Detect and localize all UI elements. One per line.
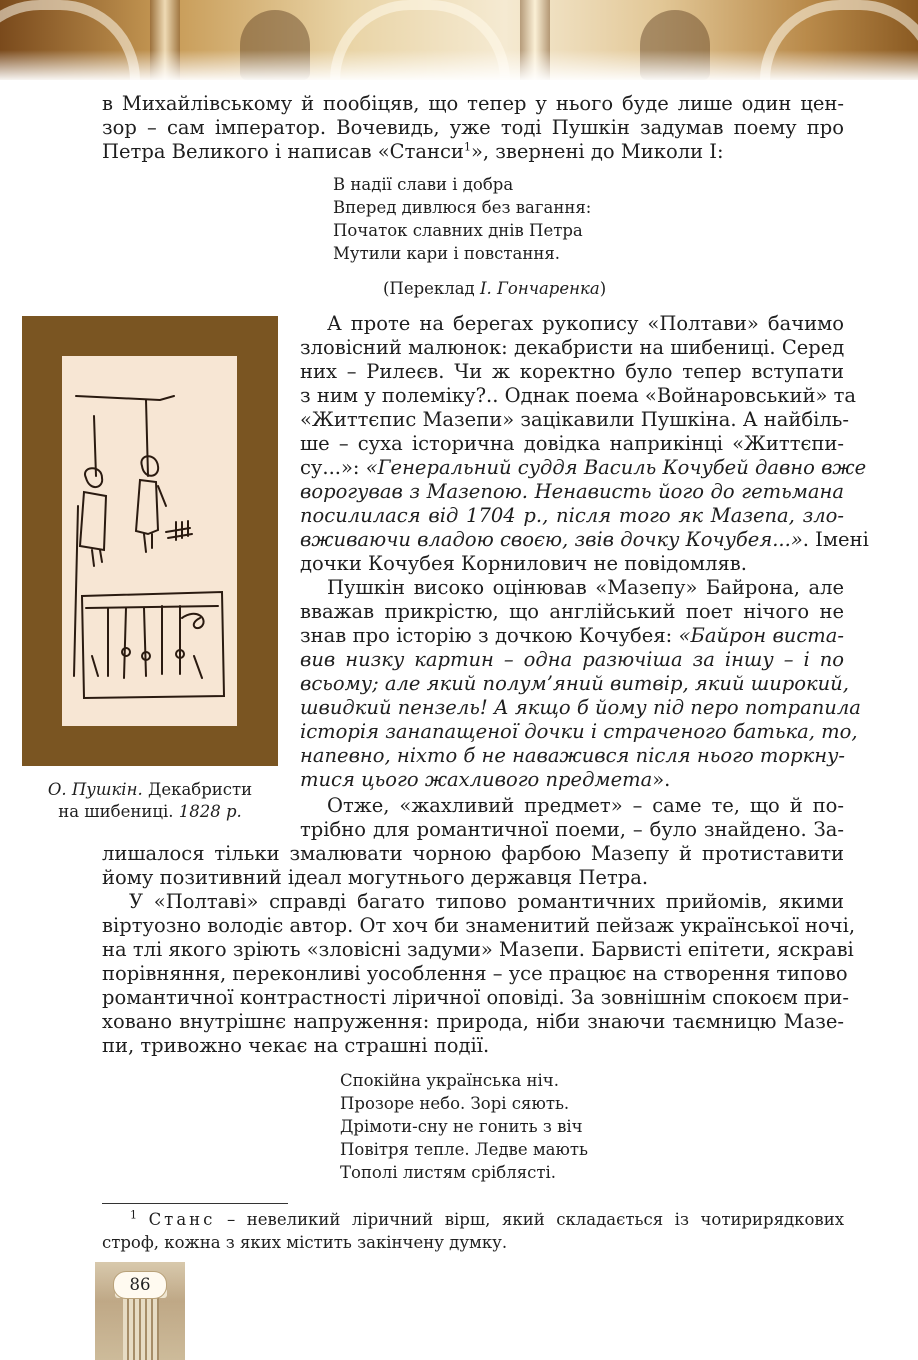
footnote: $^1$ Станс – невеликий ліричний вірш, який складається із чотирирядкових строф, кожна з яких містить закінчену думку.: [102, 1208, 844, 1252]
paragraph-terrible-subject-b: лишалося тільки змалювати чорною фарбою Мазепу й протиставити йому позитивний ідеал могутнього державця Петра.: [102, 842, 844, 889]
header-decoration: [0, 0, 918, 80]
poem-ukrainian-night: Спокійна українська ніч. Прозоре небо. Зорі сяють. Дрімоти-сну не гонить з віч Повітря тепле. Ледве мають Тополі листям сріблясті.: [340, 1071, 588, 1182]
decembrists-sketch-image: [22, 316, 278, 766]
footnote-divider: [102, 1203, 288, 1204]
paragraph-poltava-manuscript: А проте на берегах рукопису «Полтави» бачимо зловісний малюнок: декабристи на шибениці. Серед них – Рилеєв. Чи ж коректно було тепер вступати з ним у полеміку?.. Однак поема «Войнаровський» та «Життєпис Мазепи» зацікавили Пушкіна. А найбіль- ше – суха історична довідка наприкінці «Життєпи- су...»: «Генеральний суддя Василь Кочубей давно вже ворогував з Мазепою. Ненависть його до гетьмана посилилася від 1704 р., після того як Мазепа, зло- вживаючи владою своєю, звів дочку Кочубея...». Імені дочки Кочубея Корнилович не повідомляв.: [300, 312, 869, 575]
intro-paragraph: в Михайлівському й пообіцяв, що тепер у нього буде лише один цен- зор – сам імператор. Вочевидь, уже тоді Пушкін задумав поему про Петра Великого і написав «Станси$^1$», звернені до Миколи І:: [102, 92, 844, 163]
paragraph-romantic-devices: У «Полтаві» справді багато типово романтичних прийомів, якими віртуозно володіє автор. От хоч би знаменитий пейзаж української ночі, на тлі якого зріють «зловісні задуми» Мазепи. Барвисті епітети, яскраві порівняння, переконливі уособлення – усе працює на створення типово романтичної контрастності ліричної оповіді. За зовнішнім спокоєм при- ховано внутрішнє напруження: природа, ніби знаючи таємницю Мазе- пи, тривожно чекає на страшні події.: [102, 890, 856, 1057]
page-number: 86: [113, 1271, 167, 1299]
paragraph-terrible-subject-a: Отже, «жахливий предмет» – саме те, що й по- трібно для романтичної поеми, – було знайдено. За-: [300, 794, 844, 841]
translation-credit: (Переклад І. Гончаренка): [383, 279, 607, 298]
poem-stanzas: В надії слави і добра Вперед дивлюся без вагання: Початок славних днів Петра Мутили кари і повстання.: [333, 175, 592, 263]
figure-caption: О. Пушкін. Декабристи на шибениці. 1828 р.: [47, 780, 253, 821]
paragraph-byron-mazeppa: Пушкін високо оцінював «Мазепу» Байрона, але вважав прикрістю, що англійський поет нічого не знав про історію з дочкою Кочубея: «Байрон вистa- вив низку картин – одна разючіша за іншу – і по всьому; але який полум’яний витвір, який широкий, швидкий пензель! А якщо б йому під перо потрапила історія занапащеної дочки і страченого батька, то, напевно, ніхто б не наважився після нього торкну- тися цього жахливого предмета».: [300, 576, 861, 791]
